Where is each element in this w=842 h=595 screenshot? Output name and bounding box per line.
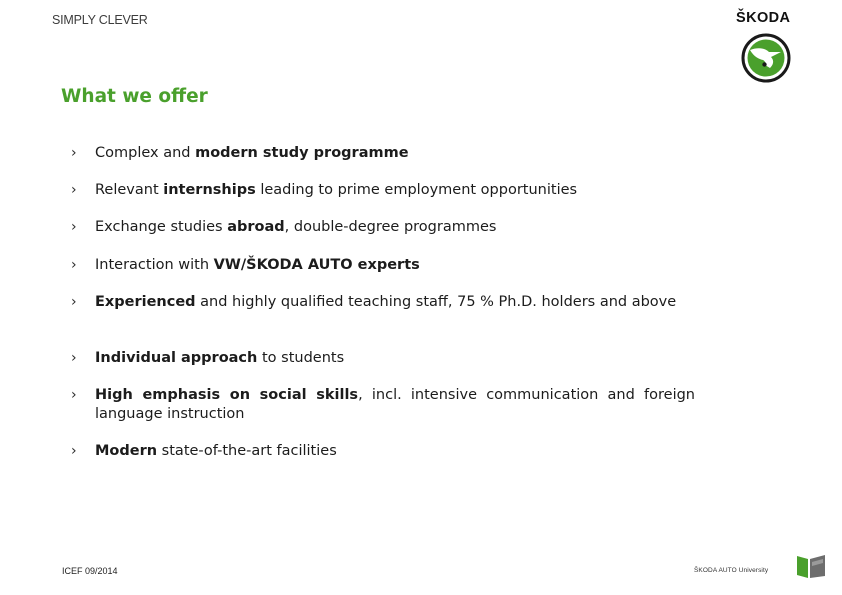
list-item-text: Exchange studies abroad, double-degree programmes bbox=[95, 219, 497, 235]
chevron-right-icon: › bbox=[71, 294, 77, 310]
chevron-right-icon: › bbox=[71, 350, 77, 366]
skoda-logo-icon bbox=[741, 33, 791, 83]
list-item-text: Interaction with VW/ŠKODA AUTO experts bbox=[95, 257, 420, 273]
page-title: What we offer bbox=[61, 86, 208, 107]
chevron-right-icon: › bbox=[71, 443, 77, 459]
chevron-right-icon: › bbox=[71, 219, 77, 235]
footer-university-name: ŠKODA AUTO University bbox=[694, 567, 769, 574]
chevron-right-icon: › bbox=[71, 145, 77, 161]
list-item-text: High emphasis on social skills, incl. intensive communication and foreign language instruction bbox=[95, 387, 695, 422]
list-item-text: Complex and modern study programme bbox=[95, 145, 409, 161]
chevron-right-icon: › bbox=[71, 257, 77, 273]
footer-date: ICEF 09/2014 bbox=[62, 566, 118, 576]
university-logo-icon bbox=[796, 553, 826, 579]
list-item-text: Relevant internships leading to prime employment opportunities bbox=[95, 182, 578, 198]
brand-wordmark: ŠKODA bbox=[736, 10, 791, 26]
chevron-right-icon: › bbox=[71, 182, 77, 198]
chevron-right-icon: › bbox=[71, 387, 77, 403]
list-item-text: Modern state-of-the-art facilities bbox=[95, 443, 337, 459]
list-item-text: Individual approach to students bbox=[95, 350, 345, 366]
list-item-text: Experienced and highly qualified teaching staff, 75 % Ph.D. holders and above bbox=[95, 294, 677, 310]
tagline: SIMPLY CLEVER bbox=[52, 13, 148, 27]
